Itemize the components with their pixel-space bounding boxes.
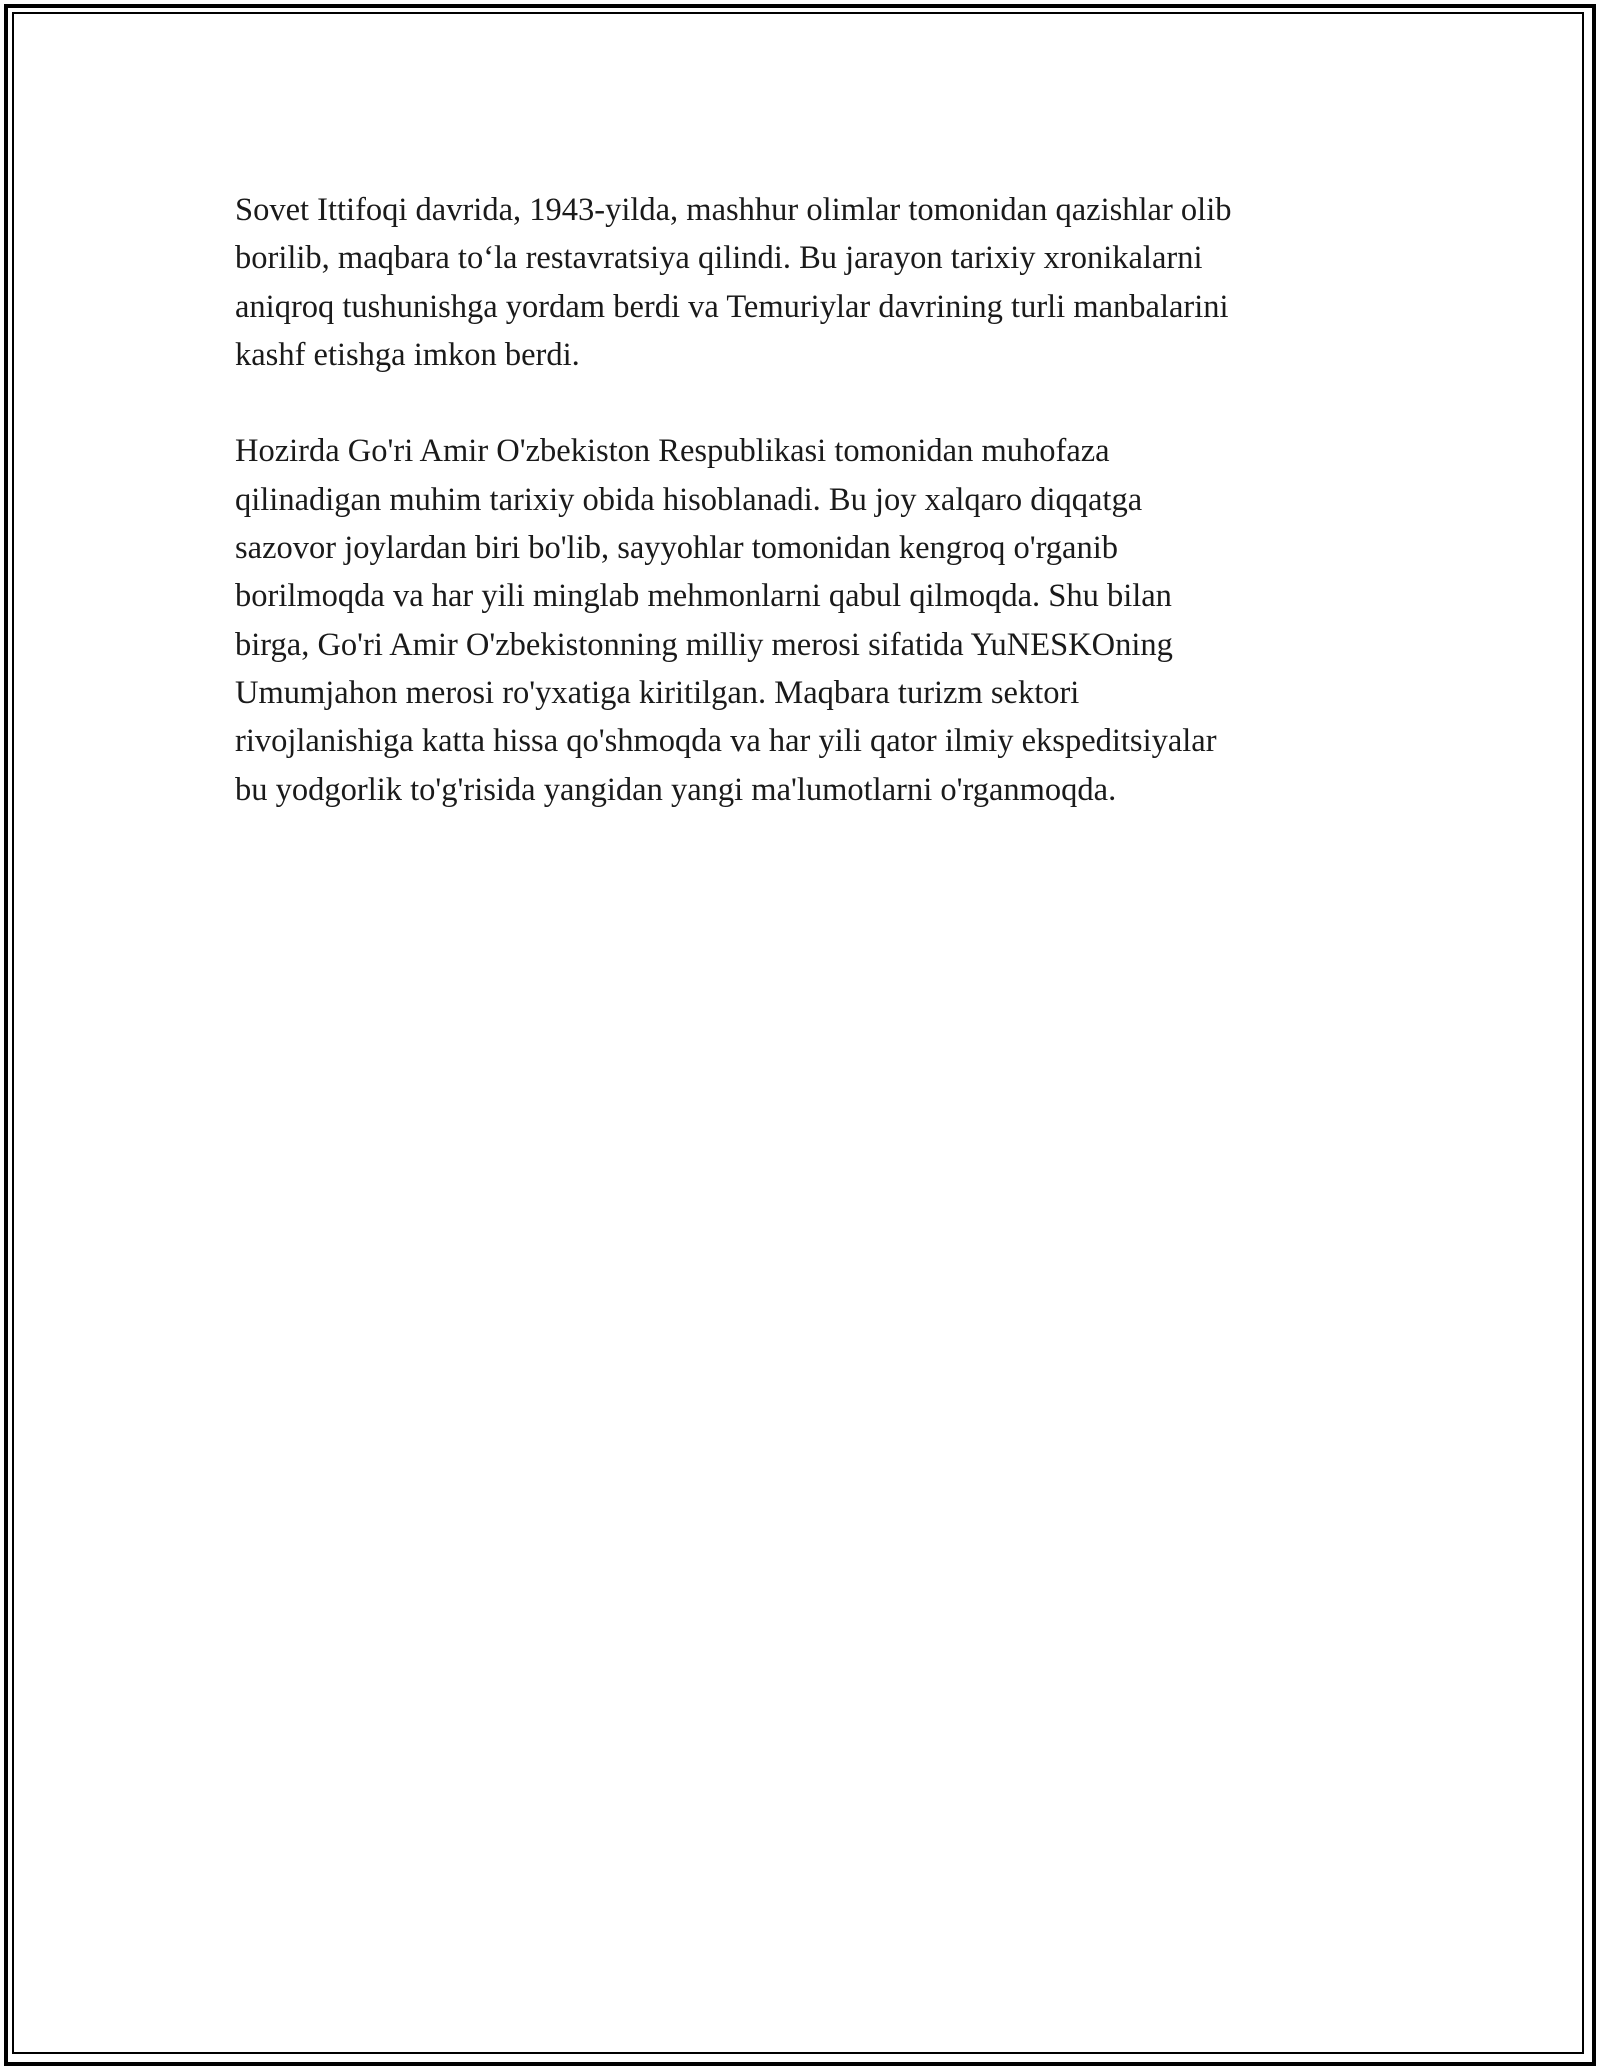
paragraph-restoration: Sovet Ittifoqi davrida, 1943-yilda, mashhur olimlar tomonidan qazishlar olib borilib, maqbara to‘la restavratsiya qilindi. Bu jarayon tarixiy xronikalarni aniqroq tushunishga yordam berdi va Temuriylar davrining turli manbalarini kashf etishga imkon berdi. (235, 192, 1232, 373)
document-body (235, 186, 1365, 862)
paragraph-current-status: Hozirda Go'ri Amir O'zbekiston Respublikasi tomonidan muhofaza qilinadigan muhim tarixiy obida hisoblanadi. Bu joy xalqaro diqqatga sazovor joylardan biri bo'lib, sayyohlar tomonidan kengroq o'rganib borilmoqda va har yili minglab mehmonlarni qabul qilmoqda. Shu bilan birga, Go'ri Amir O'zbekistonning milliy merosi sifatida YuNESKOning Umumjahon merosi ro'yxatiga kiritilgan. Maqbara turizm sektori rivojlanishiga katta hissa qo'shmoqda va har yili qator ilmiy ekspeditsiyalar bu yodgorlik to'g'risida yangidan yangi ma'lumotlarni o'rganmoqda. (235, 433, 1217, 808)
